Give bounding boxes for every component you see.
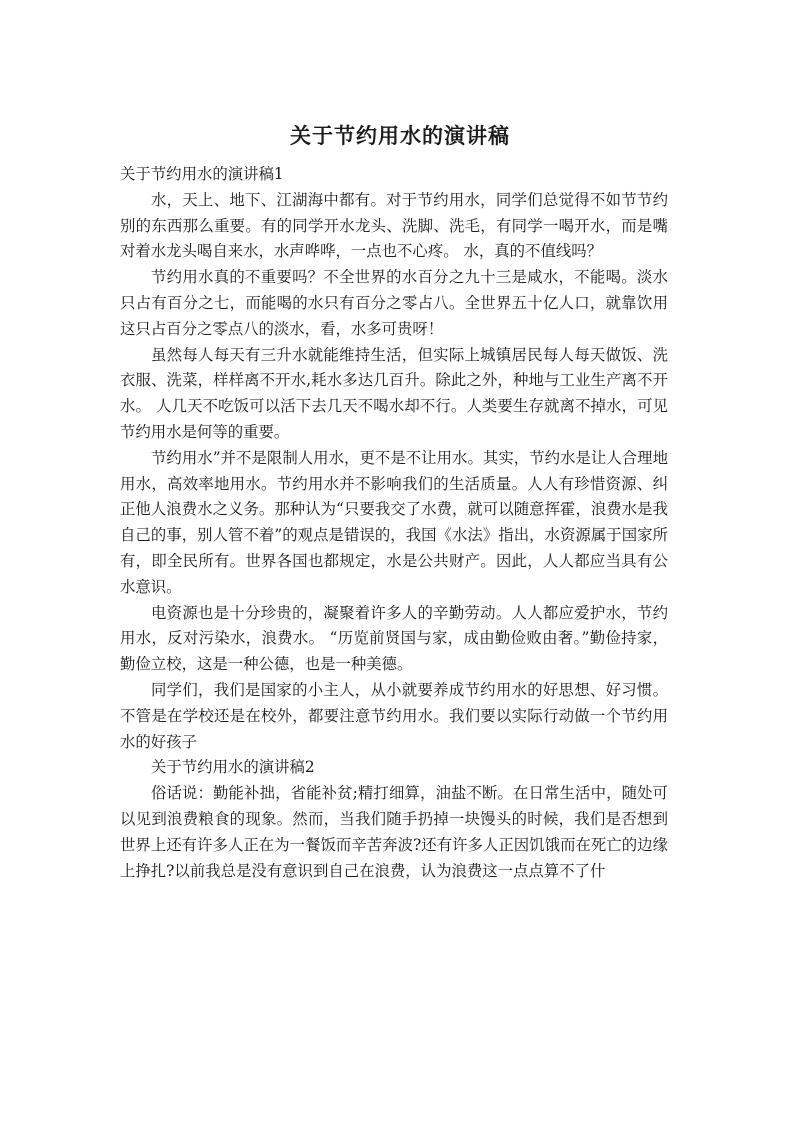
section-heading-1: 关于节约用水的演讲稿1: [120, 165, 284, 183]
paragraph: 同学们，我们是国家的小主人，从小就要养成节约用水的好思想、好习惯。不管是在学校还是在校外，都要注意节约用水。我们要以实际行动做一个节约用水的好孩子: [120, 680, 668, 751]
paragraph: 节约用水”并不是限制人用水，更不是不让用水。其实，节约水是让人合理地用水，高效率地用水。节约用水并不影响我们的生活质量。人人有珍惜资源、纠正他人浪费水之义务。那种认为“只要我交了水费，就可以随意挥霍，浪费水是我自己的事，别人管不着”的观点是错误的，我国《水法》指出，水资源属于国家所有，即全民所有。世界各国也都规定，水是公共财产。因此，人人都应当具有公水意识。: [120, 448, 668, 596]
document-title: 关于节约用水的演讲稿: [290, 124, 510, 148]
paragraph: 虽然每人每天有三升水就能维持生活，但实际上城镇居民每人每天做饭、洗衣服、洗菜，样样离不开水,耗水多达几百升。除此之外，种地与工业生产离不开水。 人几天不吃饭可以活下去几天不喝水却不行。人类要生存就离不掉水，可见节约用水是何等的重要。: [120, 345, 668, 441]
paragraph: 俗话说：勤能补拙，省能补贫;精打细算，油盐不断。在日常生活中，随处可以见到浪费粮食的现象。然而，当我们随手扔掉一块馒头的时候，我们是否想到世界上还有许多人正在为一餐饭而辛苦奔波?还有许多人正因饥饿而在死亡的边缘上挣扎?以前我总是没有意识到自己在浪费，认为浪费这一点点算不了什: [120, 784, 668, 880]
paragraph: 节约用水真的不重要吗？不全世界的水百分之九十三是咸水，不能喝。淡水只占有百分之七，而能喝的水只有百分之零占八。全世界五十亿人口，就靠饮用这只占百分之零点八的淡水，看，水多可贵呀！: [120, 268, 668, 338]
section-heading-2: 关于节约用水的演讲稿2: [151, 758, 315, 777]
paragraph: 水，天上、地下、江湖海中都有。对于节约用水，同学们总觉得不如节节约别的东西那么重要。有的同学开水龙头、洗脚、洗毛，有同学一喝开水，而是嘴对着水龙头喝自来水，水声哗哗，一点也不心疼。 水，真的不值线吗？: [120, 190, 668, 261]
paragraph: 电资源也是十分珍贵的，凝聚着许多人的辛勤劳动。人人都应爱护水，节约用水，反对污染水，浪费水。 “历览前贤国与家，成由勤俭败由奢。”勤俭持家，勤俭立校，这是一种公德，也是一种美德。: [120, 603, 668, 674]
document-body: [120, 162, 668, 884]
